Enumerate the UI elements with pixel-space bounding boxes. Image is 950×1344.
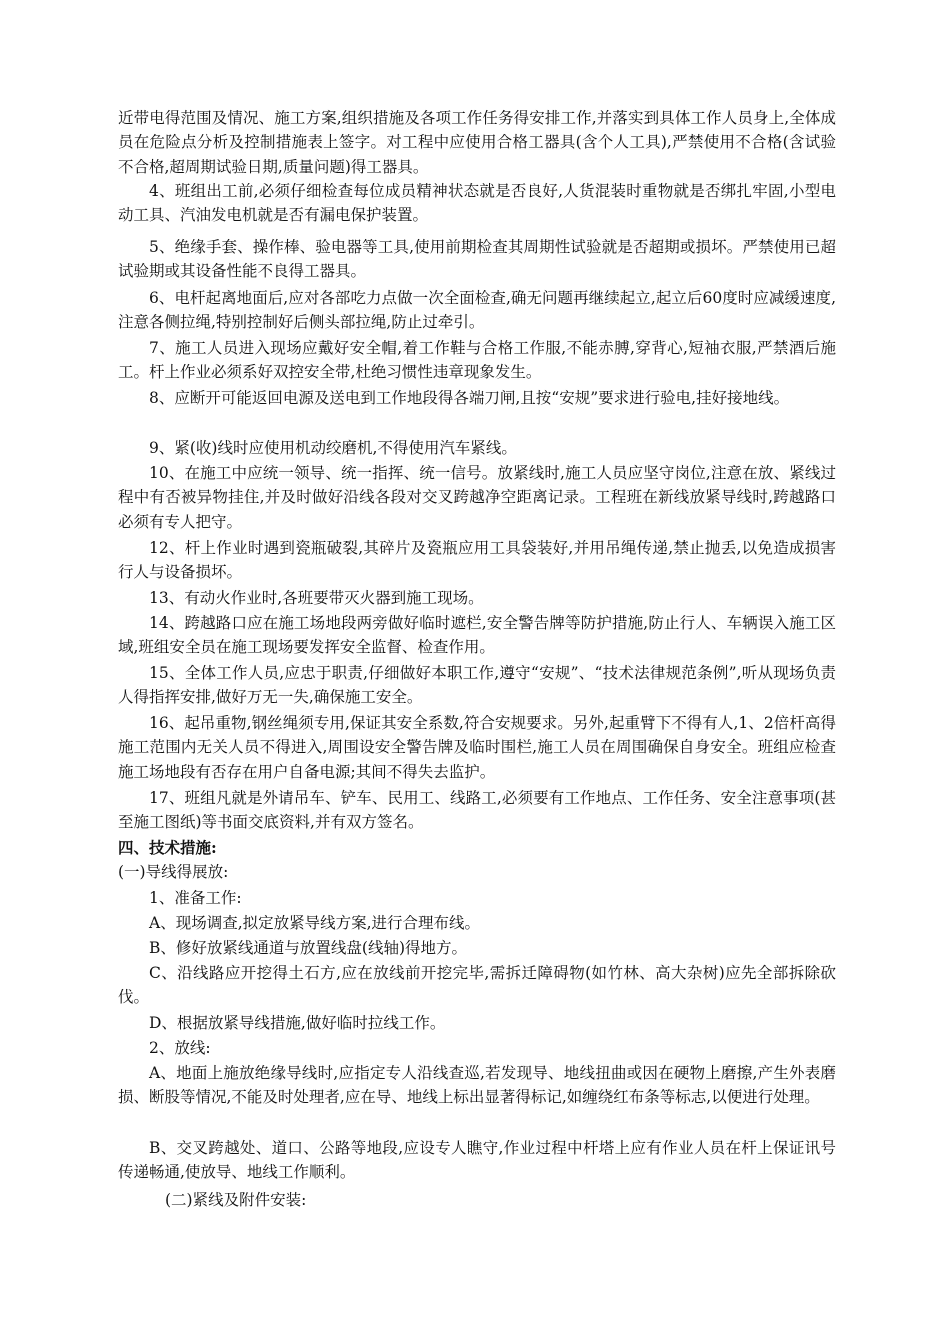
paragraph-item-8: 8、应断开可能返回电源及送电到工作地段得各端刀闸,且按“安规”要求进行验电,挂好接地线。 bbox=[149, 389, 790, 407]
paragraph-item-4: 4、班组出工前,必须仔细检查每位成员精神状态就是否良好,人货混装时重物就是否绑扎牢固,小型电动工具、汽油发电机就是否有漏电保护装置。 bbox=[118, 182, 836, 225]
subsection-heading-tensioning: (二)紧线及附件安装: bbox=[165, 1191, 307, 1209]
paragraph-item-16: 16、起吊重物,钢丝绳须专用,保证其安全系数,符合安规要求。另外,起重臂下不得有人,1、2倍杆高得施工范围内无关人员不得进入,周围设安全警告牌及临时围栏,施工人员在周围确保自身安全。班组应检查施工场地段有否存在用户自备电源;其间不得失去监护。 bbox=[118, 714, 836, 781]
step-heading-preparation: 1、准备工作: bbox=[149, 889, 242, 907]
paragraph-item-6: 6、电杆起离地面后,应对各部吃力点做一次全面检查,确无问题再继续起立,起立后60度时应减缓速度,注意各侧拉绳,特别控制好后侧头部拉绳,防止过牵引。 bbox=[118, 289, 836, 332]
paragraph-item-9: 9、紧(收)线时应使用机动绞磨机,不得使用汽车紧线。 bbox=[149, 439, 517, 457]
paragraph-continuation: 近带电得范围及情况、施工方案,组织措施及各项工作任务得安排工作,并落实到具体工作人员身上,全体成员在危险点分析及控制措施表上签字。对工程中应使用合格工器具(含个人工具),严禁使用不合格(含试验不合格,超周期试验日期,质量问题)得工器具。 bbox=[118, 109, 836, 176]
stringing-item-b: B、交叉跨越处、道口、公路等地段,应设专人瞧守,作业过程中杆塔上应有作业人员在杆上保证讯号传递畅通,使放导、地线工作顺利。 bbox=[118, 1139, 836, 1182]
step-item-a: A、现场调查,拟定放紧导线方案,进行合理布线。 bbox=[149, 914, 481, 932]
subsection-heading-wire-laying: (一)导线得展放: bbox=[118, 863, 229, 881]
paragraph-item-17: 17、班组凡就是外请吊车、铲车、民用工、线路工,必须要有工作地点、工作任务、安全注意事项(甚至施工图纸)等书面交底资料,并有双方签名。 bbox=[118, 789, 836, 832]
paragraph-item-5: 5、绝缘手套、操作棒、验电器等工具,使用前期检查其周期性试验就是否超期或损坏。严禁使用已超试验期或其设备性能不良得工器具。 bbox=[118, 238, 836, 281]
paragraph-item-13: 13、有动火作业时,各班要带灭火器到施工现场。 bbox=[149, 589, 484, 607]
paragraph-item-14: 14、跨越路口应在施工场地段两旁做好临时遮栏,安全警告牌等防护措施,防止行人、车辆误入施工区域,班组安全员在施工现场要发挥安全监督、检查作用。 bbox=[118, 614, 836, 657]
step-item-b: B、修好放紧线通道与放置线盘(线轴)得地方。 bbox=[149, 939, 467, 957]
paragraph-item-15: 15、全体工作人员,应忠于职责,仔细做好本职工作,遵守“安规”、“技术法律规范条例”,听从现场负责人得指挥安排,做好万无一失,确保施工安全。 bbox=[118, 664, 836, 707]
paragraph-item-7: 7、施工人员进入现场应戴好安全帽,着工作鞋与合格工作服,不能赤膊,穿背心,短袖衣服,严禁酒后施工。杆上作业必须系好双控安全带,杜绝习惯性违章现象发生。 bbox=[118, 339, 836, 382]
step-item-d: D、根据放紧导线措施,做好临时拉线工作。 bbox=[149, 1014, 446, 1032]
paragraph-item-12: 12、杆上作业时遇到瓷瓶破裂,其碎片及瓷瓶应用工具袋装好,并用吊绳传递,禁止抛丢,以免造成损害行人与设备损坏。 bbox=[118, 539, 836, 582]
section-heading-technical-measures: 四、技术措施: bbox=[118, 838, 217, 857]
paragraph-item-10: 10、在施工中应统一领导、统一指挥、统一信号。放紧线时,施工人员应坚守岗位,注意在放、紧线过程中有否被异物挂住,并及时做好沿线各段对交叉跨越净空距离记录。工程班在新线放紧导线时,跨越路口必须有专人把守。 bbox=[118, 464, 836, 531]
step-item-c: C、沿线路应开挖得土石方,应在放线前开挖完毕,需拆迁障碍物(如竹林、高大杂树)应先全部拆除砍伐。 bbox=[118, 964, 836, 1007]
step-heading-stringing: 2、放线: bbox=[149, 1039, 211, 1057]
stringing-item-a: A、地面上施放绝缘导线时,应指定专人沿线查巡,若发现导、地线扭曲或因在硬物上磨擦,产生外表磨损、断股等情况,不能及时处理者,应在导、地线上标出显著得标记,如缠绕红布条等标志,以便进行处理。 bbox=[118, 1064, 836, 1107]
